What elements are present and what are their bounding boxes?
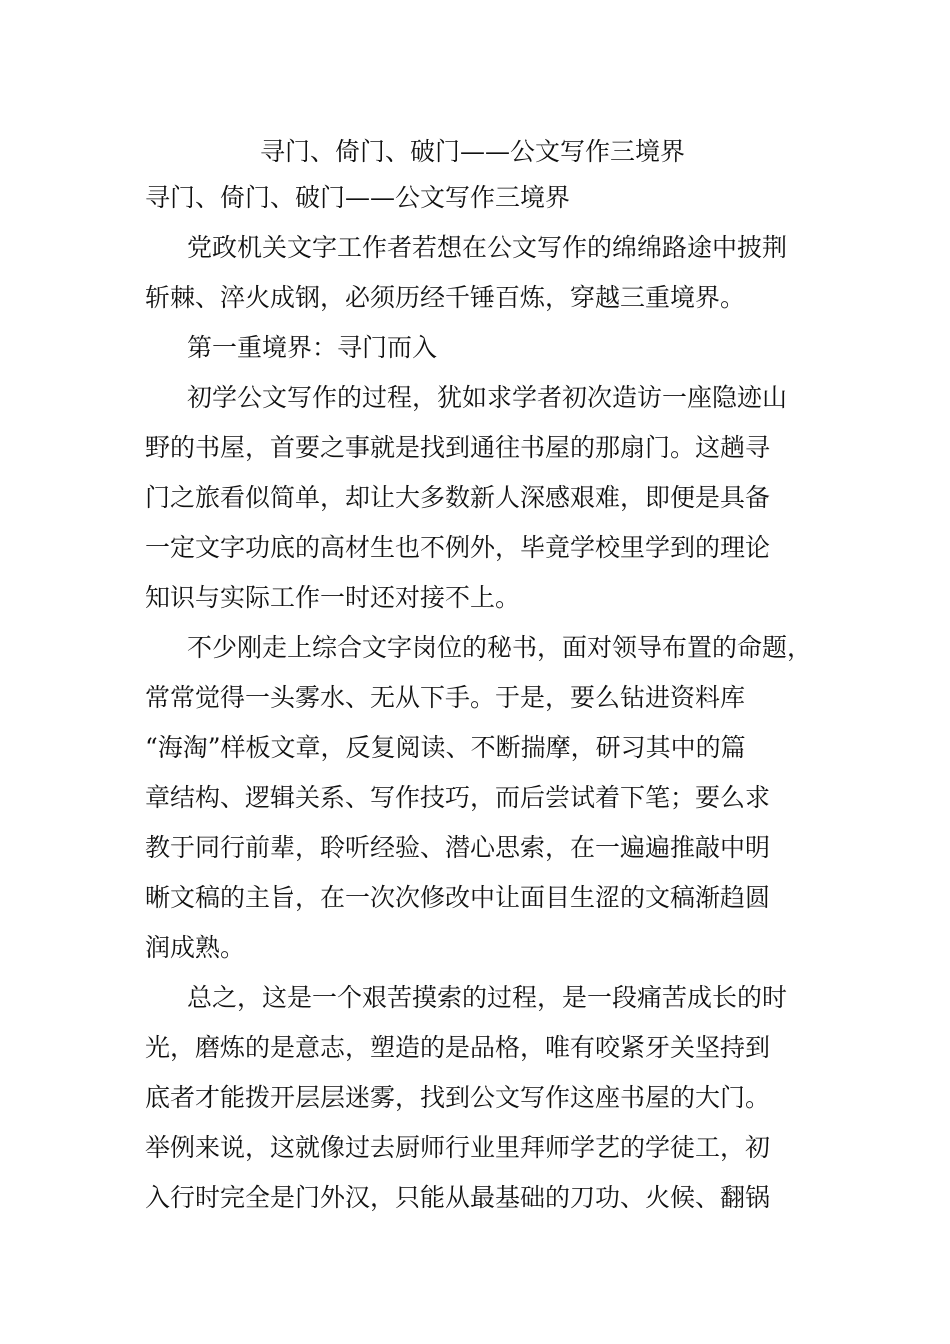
paragraph-line: 底者才能拨开层层迷雾，找到公文写作这座书屋的大门。 [145,1083,771,1112]
paragraph-line: 润成熟。 [145,933,246,962]
document-title: 寻门、倚门、破门——公文写作三境界 [260,137,686,166]
paragraph-line: 门之旅看似简单，却让大多数新人深感艰难，即便是具备 [145,483,771,512]
paragraph-line: 不少刚走上综合文字岗位的秘书，面对领导布置的命题， [187,633,813,662]
paragraph-line: 晰文稿的主旨，在一次次修改中让面目生涩的文稿渐趋圆 [145,883,771,912]
section-heading: 第一重境界：寻门而入 [187,333,438,362]
paragraph-line: 光，磨炼的是意志，塑造的是品格，唯有咬紧牙关坚持到 [145,1033,771,1062]
paragraph-line: 一定文字功底的高材生也不例外，毕竟学校里学到的理论 [145,533,771,562]
paragraph-line: 入行时完全是门外汉，只能从最基础的刀功、火候、翻锅 [145,1183,771,1212]
paragraph-line: 教于同行前辈，聆听经验、潜心思索，在一遍遍推敲中明 [145,833,771,862]
paragraph-line: 总之，这是一个艰苦摸索的过程，是一段痛苦成长的时 [187,983,788,1012]
paragraph-line: “海淘”样板文章，反复阅读、不断揣摩，研习其中的篇 [145,733,746,762]
paragraph-line: 常常觉得一头雾水、无从下手。于是，要么钻进资料库 [145,683,746,712]
paragraph-line: 章结构、逻辑关系、写作技巧，而后尝试着下笔；要么求 [145,783,771,812]
paragraph-line: 党政机关文字工作者若想在公文写作的绵绵路途中披荆 [187,233,788,262]
paragraph-line: 初学公文写作的过程，犹如求学者初次造访一座隐迹山 [187,383,788,412]
subtitle-line: 寻门、倚门、破门——公文写作三境界 [145,183,571,212]
paragraph-line: 知识与实际工作一时还对接不上。 [145,583,521,612]
paragraph-line: 举例来说，这就像过去厨师行业里拜师学艺的学徒工，初 [145,1133,771,1162]
paragraph-line: 斩棘、淬火成钢，必须历经千锤百炼，穿越三重境界。 [145,283,746,312]
paragraph-line: 野的书屋，首要之事就是找到通往书屋的那扇门。这趟寻 [145,433,771,462]
